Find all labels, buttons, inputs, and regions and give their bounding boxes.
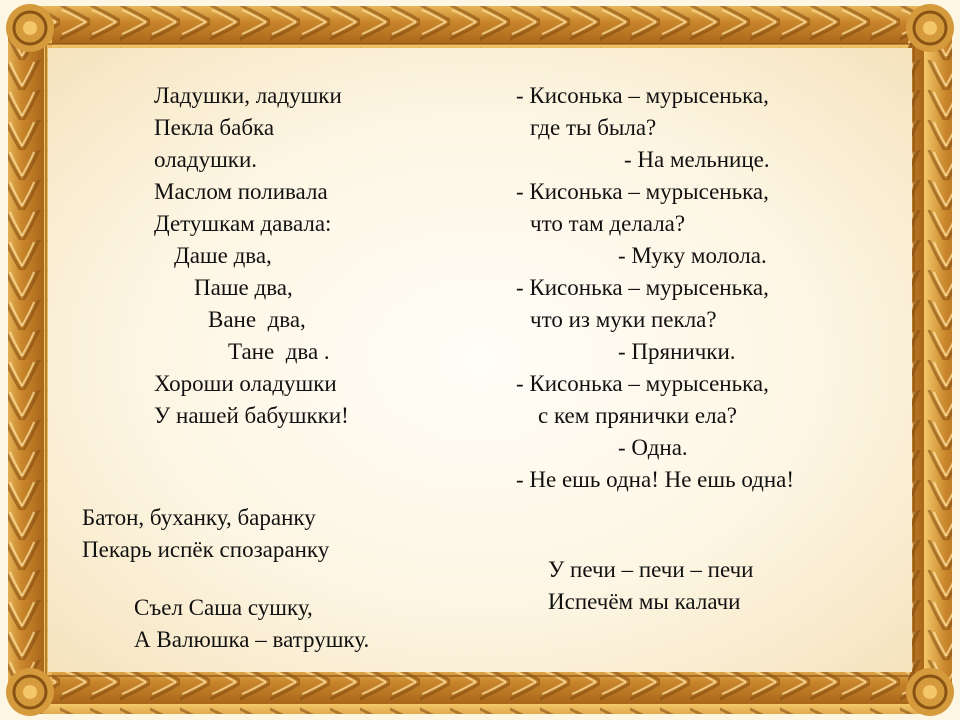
poem-line: Пекла бабка xyxy=(154,115,275,140)
poem-line: Пекарь испёк спозаранку xyxy=(82,537,330,562)
frame-corner-top-left xyxy=(6,4,54,52)
poem-line: - Не ешь одна! Не ешь одна! xyxy=(516,467,795,492)
poem-line: с кем прянички ела? xyxy=(538,403,737,428)
poem-line: Детушкам давала: xyxy=(154,211,332,236)
poem-line: Даше два, xyxy=(174,243,272,268)
poem-line: Паше два, xyxy=(194,275,293,300)
poem-line: где ты была? xyxy=(530,115,657,140)
poem-line: - Одна. xyxy=(618,435,688,460)
poem-line: А Валюшка – ватрушку. xyxy=(134,627,370,652)
frame-corner-bottom-left xyxy=(6,668,54,716)
poem-line: Ладушки, ладушки xyxy=(154,83,342,108)
poem-line: У печи – печи – печи xyxy=(548,557,754,582)
poem-line: - На мельнице. xyxy=(624,147,770,172)
poem-line: У нашей бабушкки! xyxy=(154,403,349,428)
poem-line: - Кисонька – мурысенька, xyxy=(516,371,769,396)
poem-line: Маслом поливала xyxy=(154,179,328,204)
poem-pechi xyxy=(548,554,754,618)
poem-line: Ване два, xyxy=(208,307,306,332)
poem-kisonka xyxy=(516,80,794,496)
frame-corner-bottom-right xyxy=(906,668,954,716)
poem-line: Тане два . xyxy=(228,339,330,364)
poem-line: - Кисонька – мурысенька, xyxy=(516,275,769,300)
frame-corner-top-right xyxy=(906,4,954,52)
poem-line: Батон, буханку, баранку xyxy=(82,505,316,530)
poem-line: Съел Саша сушку, xyxy=(134,595,313,620)
poem-line: что там делала? xyxy=(530,211,686,236)
poem-line: оладушки. xyxy=(154,147,258,172)
poem-line: Испечём мы калачи xyxy=(548,589,741,614)
poem-line: Хороши оладушки xyxy=(154,371,337,396)
poem-ladushki xyxy=(154,80,349,432)
poem-line: что из муки пекла? xyxy=(530,307,717,332)
poem-line: - Прянички. xyxy=(618,339,736,364)
poem-line: - Кисонька – мурысенька, xyxy=(516,83,769,108)
poem-sasha xyxy=(134,592,369,656)
poem-line: - Муку молола. xyxy=(618,243,767,268)
poem-line: - Кисонька – мурысенька, xyxy=(516,179,769,204)
poem-baton xyxy=(82,502,329,566)
